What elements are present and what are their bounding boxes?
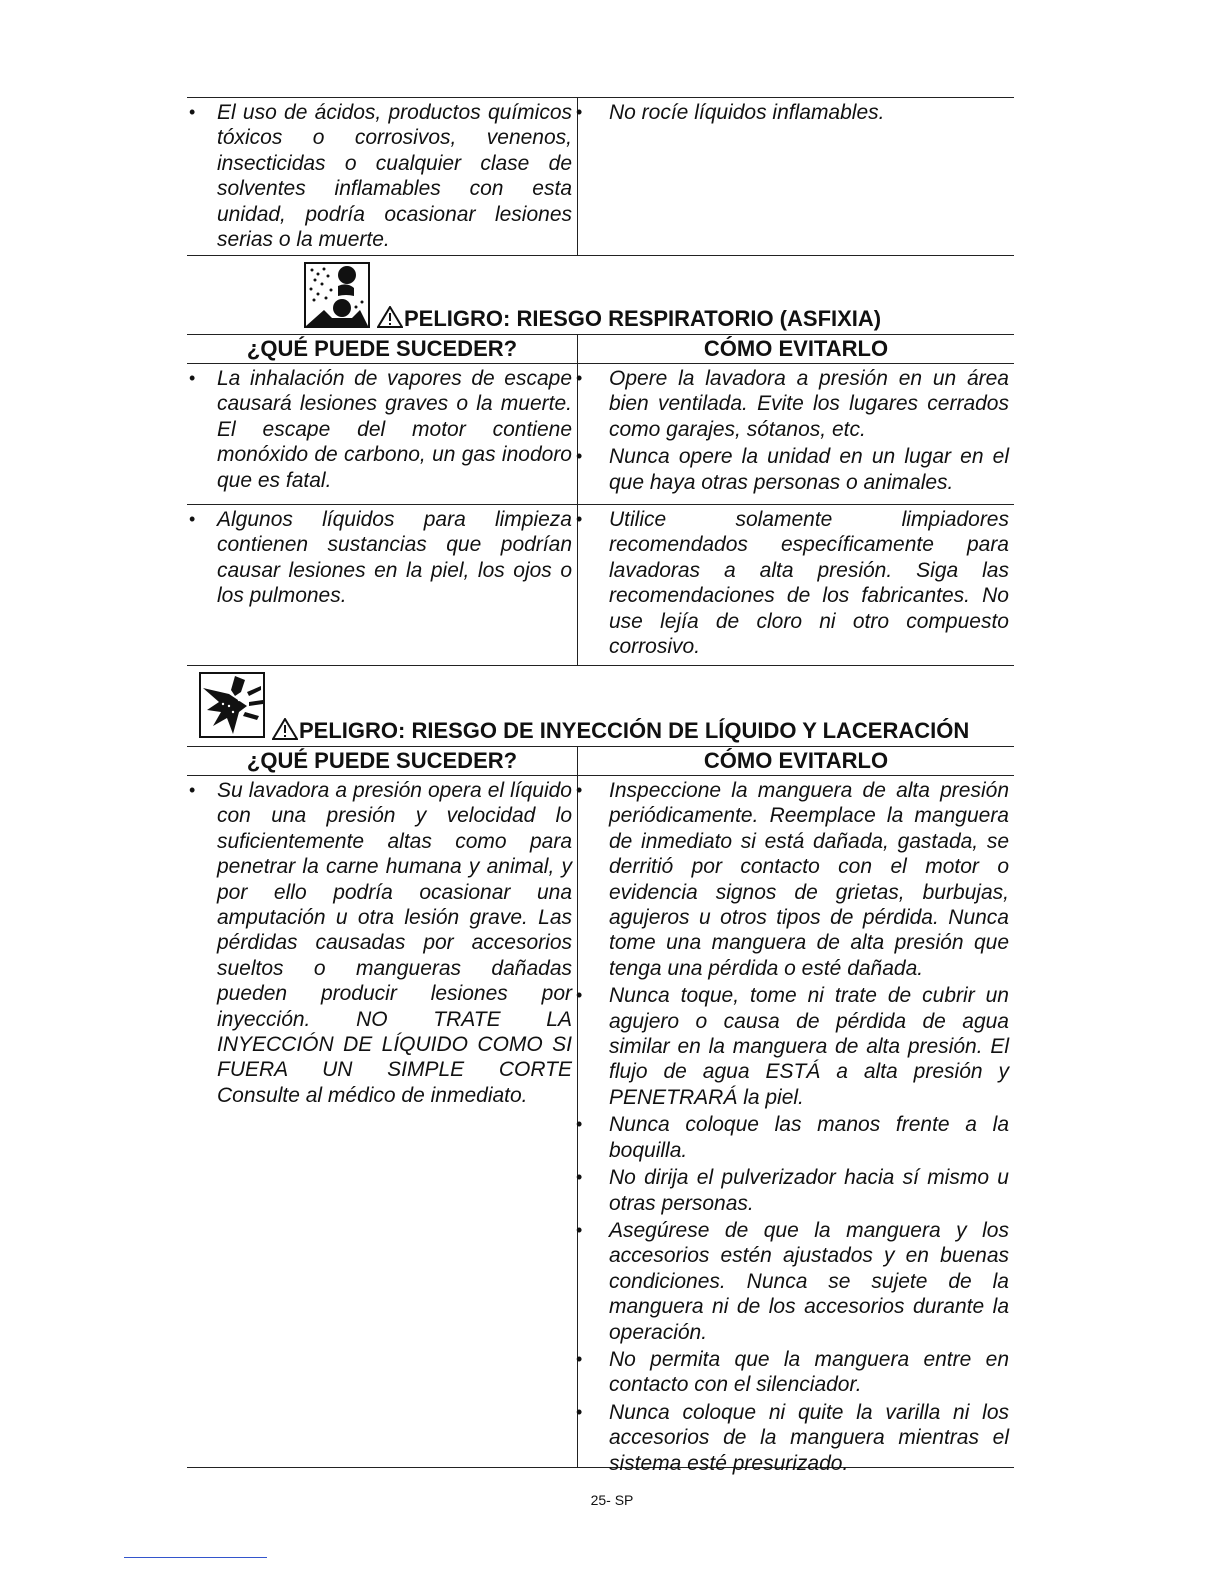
list-item: • No permita que la manguera entre en contacto con el silenciador. (576, 1347, 1009, 1397)
table-row (187, 97, 1014, 255)
warning-triangle-icon (272, 718, 298, 740)
left-list-s0 (187, 100, 572, 252)
bullet-icon: • (576, 1401, 583, 1422)
bullet-icon: • (576, 1114, 583, 1135)
left-list-h2r0 (187, 778, 572, 1108)
left-list-h1r0 (187, 366, 572, 493)
list-item: • Utilice solamente limpiadores recomendados específicamente para lavadoras a alta presión. Siga las recomendaciones de los fabricantes. No use lejía de cloro ni otro compuesto corrosivo. (576, 508, 1009, 659)
table-row (187, 775, 1014, 1475)
safety-table (187, 97, 1014, 1475)
footer-rule (124, 1557, 267, 1558)
bullet-icon: • (576, 985, 583, 1006)
table-row (187, 363, 1014, 504)
header-what-can-happen: ¿QUÉ PUEDE SUCEDER? (187, 747, 578, 775)
list-item: • Asegúrese de que la manguera y los accesorios estén ajustados y en buenas condiciones. Nunca se sujete de la manguera ni de los accesorios durante la operación. (576, 1218, 1009, 1344)
bullet-icon: • (576, 446, 583, 467)
list-item: • Su lavadora a presión opera el líquido con una presión y velocidad lo suficientemente altas como para penetrar la carne humana y animal, y por ello podría ocasionar una amputación u otra lesión grave. Las pérdidas causadas por accesorios sueltos o mangueras dañadas pueden producir lesiones por inyección. NO TRATE LA INYECCIÓN DE LÍQUIDO COMO SI FUERA UN SIMPLE CORTE Consulte al médico de inmediato. (189, 779, 572, 1107)
bullet-icon: • (576, 509, 583, 529)
list-item: • La inhalación de vapores de escape causará lesiones graves o la muerte. El escape del motor contiene monóxido de carbono, un gas inodoro que es fatal. (189, 367, 572, 492)
bullet-icon: • (189, 368, 196, 388)
hazard-title: PELIGRO: RIESGO DE INYECCIÓN DE LÍQUIDO Y LACERACIÓN (272, 718, 969, 744)
injection-hazard-icon (199, 672, 265, 738)
list-item: • No dirija el pulverizador hacia sí mismo u otras personas. (576, 1166, 1009, 1215)
right-list-h2r0 (578, 778, 1009, 1476)
list-item: • Algunos líquidos para limpieza contienen sustancias que podrían causar lesiones en la piel, los ojos o los pulmones. (189, 508, 572, 608)
header-how-to-avoid: CÓMO EVITARLO (703, 748, 889, 773)
column-headers (187, 334, 1014, 363)
bullet-icon: • (189, 102, 196, 122)
left-list-h1r1 (187, 507, 572, 609)
list-item: • Nunca coloque ni quite la varilla ni los accesorios de la manguera mientras el sistema esté presurizado. (576, 1400, 1009, 1475)
right-list-h1r0 (578, 366, 1009, 495)
list-item: • Nunca coloque las manos frente a la boquilla. (576, 1113, 1009, 1162)
list-item: • Nunca opere la unidad en un lugar en el que haya otras personas o animales. (576, 445, 1009, 494)
bullet-icon: • (576, 1348, 583, 1369)
right-list-h1r1 (578, 507, 1009, 659)
respiratory-hazard-icon (304, 262, 370, 328)
bullet-icon: • (576, 1219, 583, 1240)
warning-triangle-icon (377, 306, 403, 328)
bullet-icon: • (576, 1167, 583, 1188)
list-item: • No rocíe líquidos inflamables. (576, 101, 885, 124)
header-how-to-avoid: CÓMO EVITARLO (703, 336, 889, 361)
bullet-icon: • (576, 368, 583, 388)
hazard-respiratory-header (187, 255, 1014, 334)
table-row (187, 504, 1014, 665)
hazard-injection-header (187, 665, 1014, 746)
bullet-icon: • (189, 780, 196, 800)
list-item: • El uso de ácidos, productos químicos tóxicos o corrosivos, venenos, insecticidas o cualquier clase de solventes inflamables con esta unidad, podría ocasionar lesiones serias o la muerte. (189, 101, 572, 252)
page-number: 25- SP (590, 1492, 634, 1508)
list-item: • Inspeccione la manguera de alta presión periódicamente. Reemplace la manguera de inmediato si está dañada, gastada, se derritió por contacto con el motor o evidencia signos de grietas, burbujas, agujeros u otros tipos de pérdida. Nunca tome una manguera de alta presión que tenga una pérdida o esté dañada. (576, 779, 1009, 980)
list-item: • Opere la lavadora a presión en un área bien ventilada. Evite los lugares cerrados como garajes, sótanos, etc. (576, 367, 1009, 441)
bullet-icon: • (576, 102, 583, 122)
right-list-s0 (578, 100, 1009, 125)
hazard-title: PELIGRO: RIESGO RESPIRATORIO (ASFIXIA) (377, 306, 881, 332)
column-headers (187, 746, 1014, 775)
bullet-icon: • (189, 509, 196, 529)
header-what-can-happen: ¿QUÉ PUEDE SUCEDER? (187, 335, 578, 363)
list-item: • Nunca toque, tome ni trate de cubrir un agujero o causa de pérdida de agua similar en la manguera de alta presión. El flujo de agua ESTÁ a alta presión y PENETRARÁ la piel. (576, 984, 1009, 1109)
bullet-icon: • (576, 780, 583, 800)
